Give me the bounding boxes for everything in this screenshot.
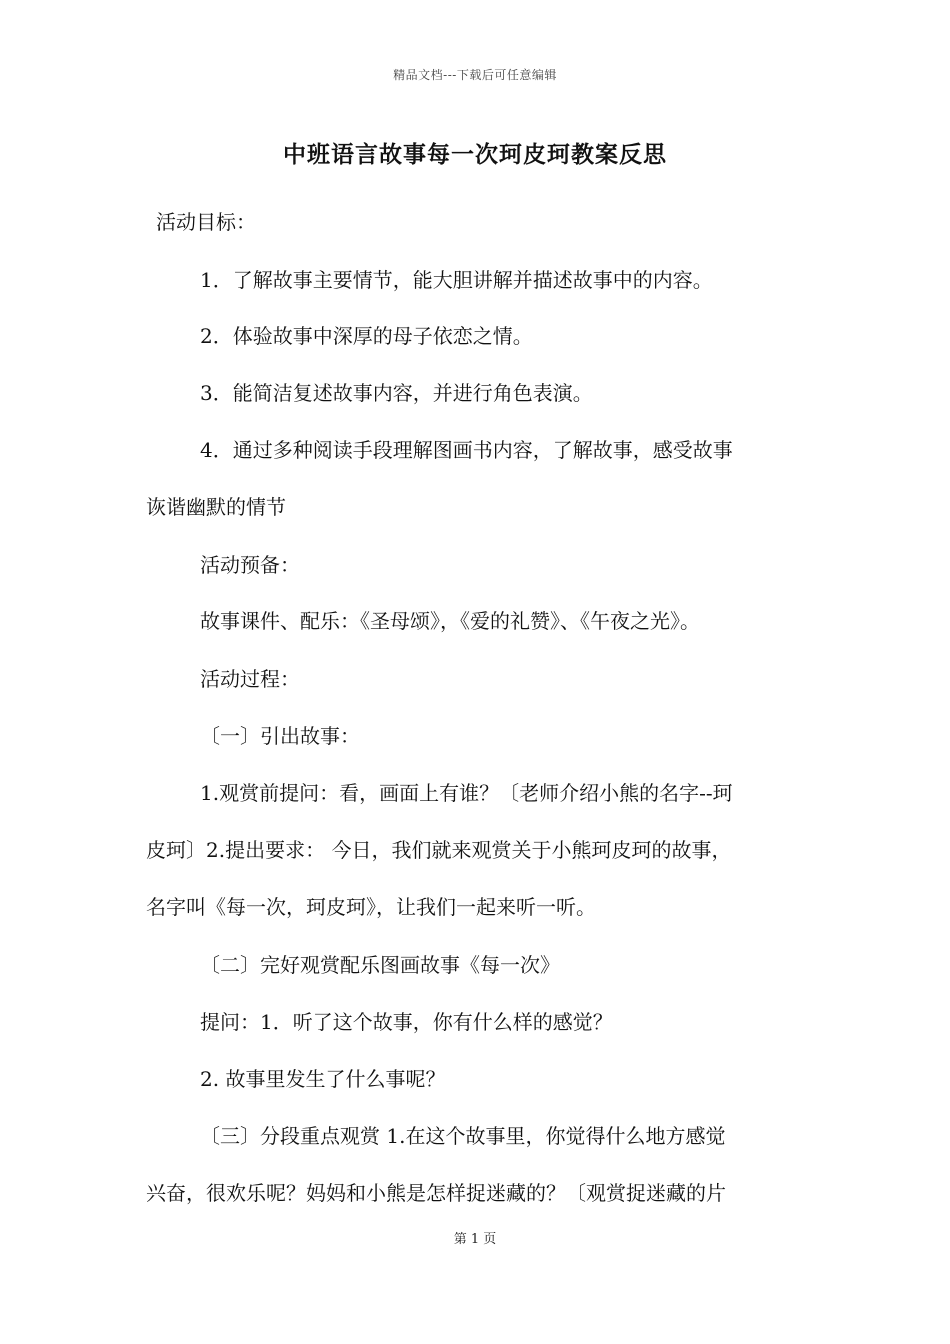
process-step-2-heading: 〔二〕完好观赏配乐图画故事《每一次》 — [200, 953, 560, 977]
document-title: 中班语言故事每一次珂皮珂教案反思 — [283, 141, 667, 168]
section-heading-process: 活动过程： — [200, 667, 300, 691]
page-number: 第 1 页 — [453, 1232, 497, 1247]
goal-item-4: 4．通过多种阅读手段理解图画书内容，了解故事，感受故事 — [200, 438, 733, 462]
section-heading-preparation: 活动预备： — [200, 553, 300, 577]
page-header: 精品文档---下载后可任意编辑 — [393, 68, 557, 82]
question-1: 提问：1．听了这个故事，你有什么样的感觉？ — [200, 1010, 613, 1034]
paragraph-line: 名字叫《每一次，珂皮珂》，让我们一起来听一听。 — [146, 895, 596, 919]
paragraph-line: 1.观赏前提问：看，画面上有谁？〔老师介绍小熊的名字--珂 — [200, 781, 733, 805]
paragraph-line: 兴奋，很欢乐呢？妈妈和小熊是怎样捉迷藏的？〔观赏捉迷藏的片 — [146, 1181, 726, 1205]
paragraph-line: 皮珂〕2.提出要求： 今日，我们就来观赏关于小熊珂皮珂的故事， — [146, 838, 732, 862]
question-2: 2. 故事里发生了什么事呢？ — [200, 1067, 446, 1091]
section-heading-goals: 活动目标： — [156, 210, 256, 234]
goal-item-4-continued: 诙谐幽默的情节 — [146, 495, 286, 519]
goal-item-2: 2．体验故事中深厚的母子依恋之情。 — [200, 324, 533, 348]
process-step-1-heading: 〔一〕引出故事： — [200, 724, 360, 748]
goal-item-3: 3．能简洁复述故事内容，并进行角色表演。 — [200, 381, 593, 405]
preparation-text: 故事课件、配乐：《圣母颂》，《爱的礼赞》、《午夜之光》。 — [200, 609, 700, 633]
process-step-3-heading: 〔三〕分段重点观赏 1.在这个故事里，你觉得什么地方感觉 — [200, 1124, 726, 1148]
goal-item-1: 1．了解故事主要情节，能大胆讲解并描述故事中的内容。 — [200, 268, 713, 292]
